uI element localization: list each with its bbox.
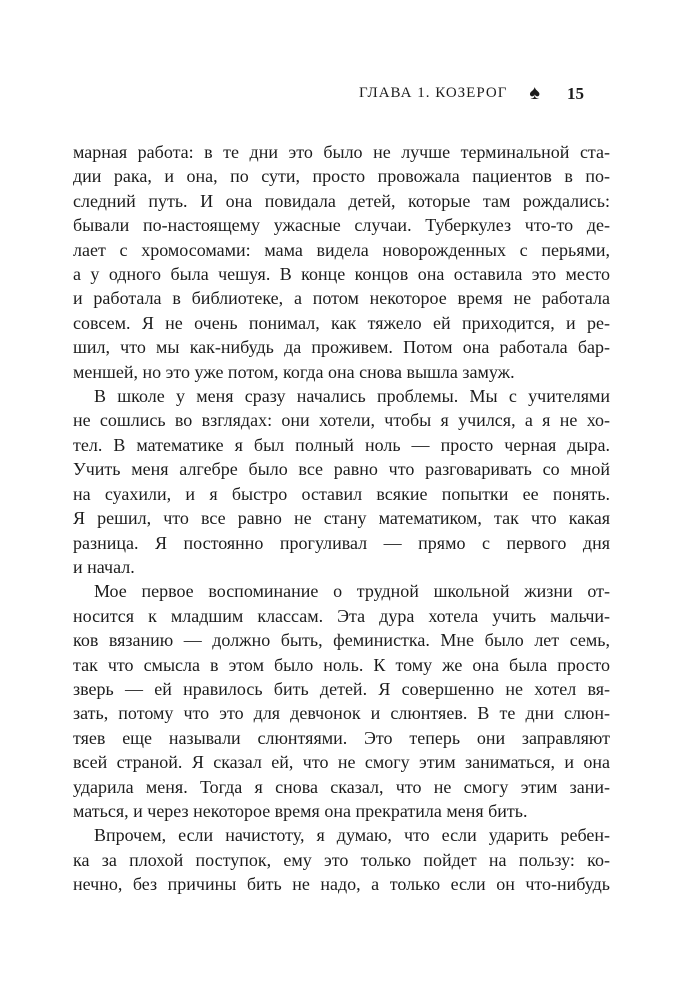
running-header: [359, 82, 584, 105]
text-line: всей страной. Я сказал ей, что не смогу этим заниматься, и она: [73, 752, 610, 773]
text-line: марная работа: в те дни это было не лучше терминальной ста-: [73, 142, 610, 162]
text-line: следний путь. И она повидала детей, которые там рождались:: [73, 190, 610, 211]
text-line: лает с хромосомами: мама видела новорожденных с перьями,: [73, 239, 610, 260]
chapter-title: ГЛАВА 1. КОЗЕРОГ: [359, 85, 508, 101]
text-line: Учить меня алгебре было все равно что разговаривать со мной: [73, 459, 610, 480]
paragraph: [73, 140, 610, 384]
text-line: тяев еще называли слюнтяями. Это теперь они заправляют: [73, 727, 610, 748]
text-line: а у одного была чешуя. В конце концов она оставила это место: [73, 264, 610, 285]
text-line: носится к младшим классам. Эта дура хотела учить мальчи-: [73, 605, 610, 626]
text-line: зать, потому что это для девчонок и слюнтяев. В те дни слюн-: [73, 703, 610, 724]
text-line: дии рака, и она, по сути, просто провожала пациентов в по-: [73, 166, 610, 187]
spade-icon: ♠: [529, 82, 541, 104]
text-line: нечно, без причины бить не надо, а только если он что-нибудь: [73, 874, 610, 895]
text-line: ударила меня. Тогда я снова сказал, что не смогу этим зани-: [73, 776, 610, 797]
paragraph: [73, 579, 610, 823]
text-line: маться, и через некоторое время она прекратила меня бить.: [73, 800, 528, 821]
text-line: зверь — ей нравилось бить детей. Я совершенно не хотел вя-: [73, 678, 610, 699]
text-line: В школе у меня сразу начались проблемы. Мы с учителями: [94, 386, 610, 407]
text-line: Мое первое воспоминание о трудной школьной жизни от-: [94, 581, 610, 602]
text-line: и начал.: [73, 556, 135, 577]
text-line: Я решил, что все равно не стану математиком, так что какая: [73, 508, 610, 529]
text-line: не сошлись во взглядах: они хотели, чтобы я учился, а я не хо-: [73, 410, 610, 431]
text-line: ка за плохой поступок, ему это только пойдет на пользу: ко-: [73, 849, 610, 870]
page-number: 15: [567, 83, 584, 103]
text-line: совсем. Я не очень понимал, как тяжело ей приходится, и ре-: [73, 312, 610, 333]
text-line: так что смысла в этом было ноль. К тому же она была просто: [73, 654, 610, 675]
text-line: меншей, но это уже потом, когда она снова вышла замуж.: [73, 361, 515, 382]
text-line: ков вязанию — должно быть, феминистка. Мне было лет семь,: [73, 630, 610, 651]
text-line: шил, что мы как-нибудь да проживем. Потом она работала бар-: [73, 337, 610, 358]
text-line: тел. В математике я был полный ноль — просто черная дыра.: [73, 434, 610, 455]
text-line: разница. Я постоянно прогуливал — прямо с первого дня: [73, 532, 610, 553]
paragraph: [73, 823, 610, 896]
paragraph: [73, 384, 610, 579]
text-line: и работала в библиотеке, а потом некоторое время не работала: [73, 288, 610, 309]
text-line: бывали по-настоящему ужасные случаи. Туберкулез что-то де-: [73, 215, 610, 236]
body-text: [73, 140, 610, 897]
text-line: на суахили, и я быстро оставил всякие попытки ее понять.: [73, 483, 610, 504]
text-line: Впрочем, если начистоту, я думаю, что если ударить ребен-: [94, 825, 610, 846]
